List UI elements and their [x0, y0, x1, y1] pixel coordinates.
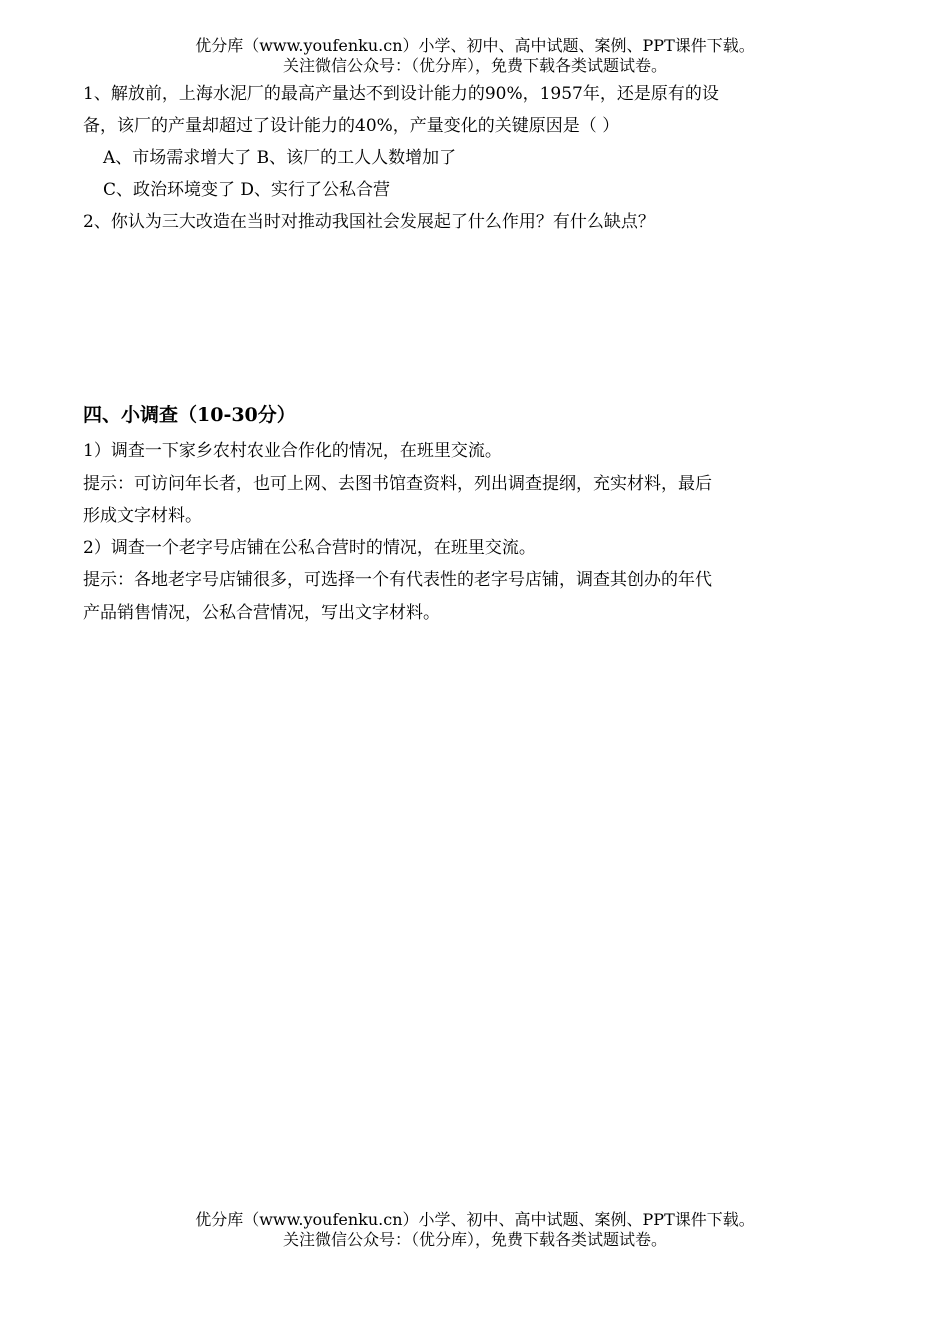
survey-hint-2-line-1: 提示：各地老字号店铺很多，可选择一个有代表性的老字号店铺，调查其创办的年代	[83, 570, 712, 590]
question-2-text: 2、你认为三大改造在当时对推动我国社会发展起了什么作用？有什么缺点？	[83, 212, 655, 232]
survey-hint-1-line-1: 提示：可访问年长者，也可上网、去图书馆查资料，列出调查提纲，充实材料，最后	[83, 474, 712, 494]
footer-line-1: 优分库（www.youfenku.cn）小学、初中、高中试题、案例、PPT课件下载。	[195, 1210, 755, 1229]
footer-line-2: 关注微信公众号：（优分库），免费下载各类试题试卷。	[282, 1230, 667, 1249]
header-line-1: 优分库（www.youfenku.cn）小学、初中、高中试题、案例、PPT课件下载。	[195, 36, 755, 55]
page-footer	[0, 1210, 950, 1250]
survey-hint-2-line-2: 产品销售情况，公私合营情况，写出文字材料。	[83, 603, 440, 623]
survey-hint-1-line-2: 形成文字材料。	[83, 506, 202, 526]
page-header	[0, 36, 950, 76]
question-1-options-ab: A、市场需求增大了 B、该厂的工人人数增加了	[103, 148, 457, 168]
section-4-title: 四、小调查（10-30分）	[83, 404, 296, 426]
question-1-line-1: 1、解放前，上海水泥厂的最高产量达不到设计能力的90%，1957年，还是原有的设	[83, 84, 719, 104]
survey-item-1: 1）调查一下家乡农村农业合作化的情况，在班里交流。	[83, 441, 502, 461]
header-line-2: 关注微信公众号：（优分库），免费下载各类试题试卷。	[282, 56, 667, 75]
question-1-line-2: 备，该厂的产量却超过了设计能力的40%，产量变化的关键原因是（ ）	[83, 116, 620, 136]
question-1-options-cd: C、政治环境变了 D、实行了公私合营	[103, 180, 391, 200]
survey-item-2: 2）调查一个老字号店铺在公私合营时的情况，在班里交流。	[83, 538, 536, 558]
